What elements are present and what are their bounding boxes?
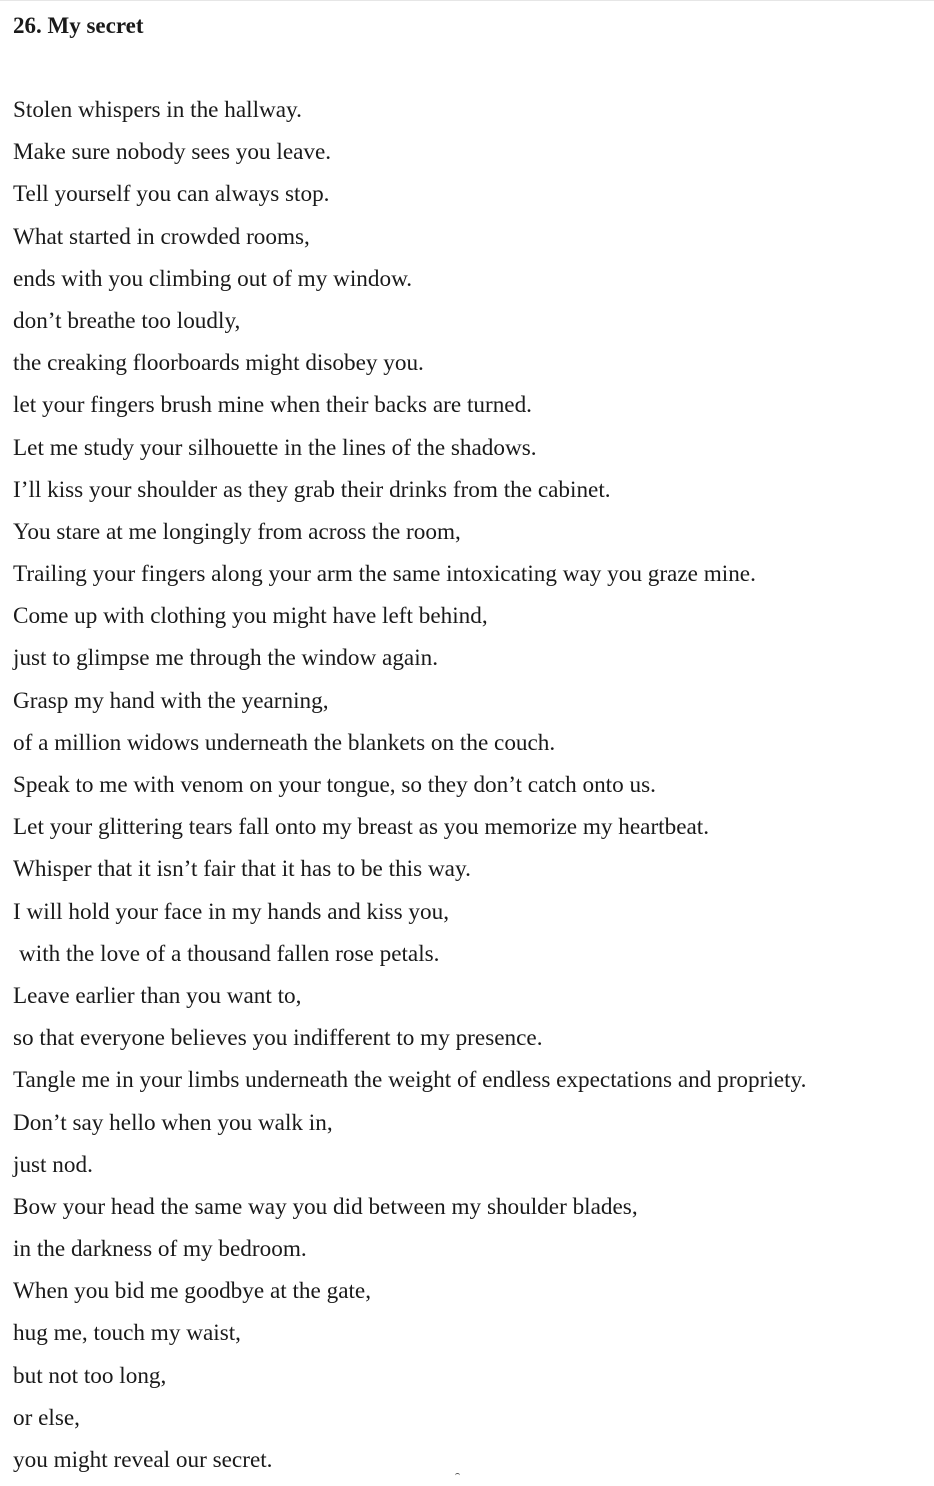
poem-line: ends with you climbing out of my window.: [13, 265, 413, 292]
poem-line: hug me, touch my waist,: [13, 1320, 241, 1347]
poem-line: just to glimpse me through the window again.: [13, 645, 439, 672]
poem-line: Tangle me in your limbs underneath the weight of endless expectations and propriety.: [13, 1067, 807, 1094]
poem-line: Leave earlier than you want to,: [13, 982, 302, 1009]
poem-title: 26. My secret: [13, 13, 144, 38]
poem-line: Come up with clothing you might have left behind,: [13, 603, 488, 630]
poem-line: I’ll kiss your shoulder as they grab their drinks from the cabinet.: [13, 476, 611, 503]
poem-line: with the love of a thousand fallen rose petals.: [19, 940, 440, 967]
poem-line: don’t breathe too loudly,: [13, 307, 241, 334]
poem-line: or else,: [13, 1404, 80, 1431]
poem-line: You stare at me longingly from across the room,: [13, 518, 461, 545]
page-edge-mark: [455, 1473, 460, 1476]
poem-line: Let your glittering tears fall onto my breast as you memorize my heartbeat.: [13, 814, 710, 841]
poem-line: Bow your head the same way you did between my shoulder blades,: [13, 1193, 638, 1220]
poem-line: Whisper that it isn’t fair that it has to be this way.: [13, 856, 471, 883]
poem-line: Don’t say hello when you walk in,: [13, 1109, 333, 1136]
poem-line: so that everyone believes you indifferent to my presence.: [13, 1025, 543, 1052]
poem-line: you might reveal our secret.: [13, 1447, 273, 1473]
poem-line: the creaking floorboards might disobey you.: [13, 350, 424, 377]
poem-line: but not too long,: [13, 1362, 167, 1389]
poem-line: in the darkness of my bedroom.: [13, 1236, 307, 1263]
poem-line: Make sure nobody sees you leave.: [13, 139, 332, 166]
poem-line: Speak to me with venom on your tongue, so they don’t catch onto us.: [13, 772, 656, 798]
poem-line: What started in crowded rooms,: [13, 223, 310, 250]
poem-line: Stolen whispers in the hallway.: [13, 97, 302, 123]
poem-line: I will hold your face in my hands and kiss you,: [13, 898, 449, 925]
poem-line: Tell yourself you can always stop.: [13, 181, 330, 208]
top-divider: [0, 0, 934, 1]
poem-line: When you bid me goodbye at the gate,: [13, 1278, 372, 1305]
poem-line: let your fingers brush mine when their backs are turned.: [13, 392, 532, 419]
poem-line: Grasp my hand with the yearning,: [13, 687, 329, 714]
poem-line: of a million widows underneath the blankets on the couch.: [13, 729, 556, 756]
poem-line: Trailing your fingers along your arm the same intoxicating way you graze mine.: [13, 561, 756, 588]
poem-body: [13, 94, 806, 1486]
poem-line: just nod.: [13, 1151, 93, 1178]
poem-line: Let me study your silhouette in the lines of the shadows.: [13, 434, 537, 461]
